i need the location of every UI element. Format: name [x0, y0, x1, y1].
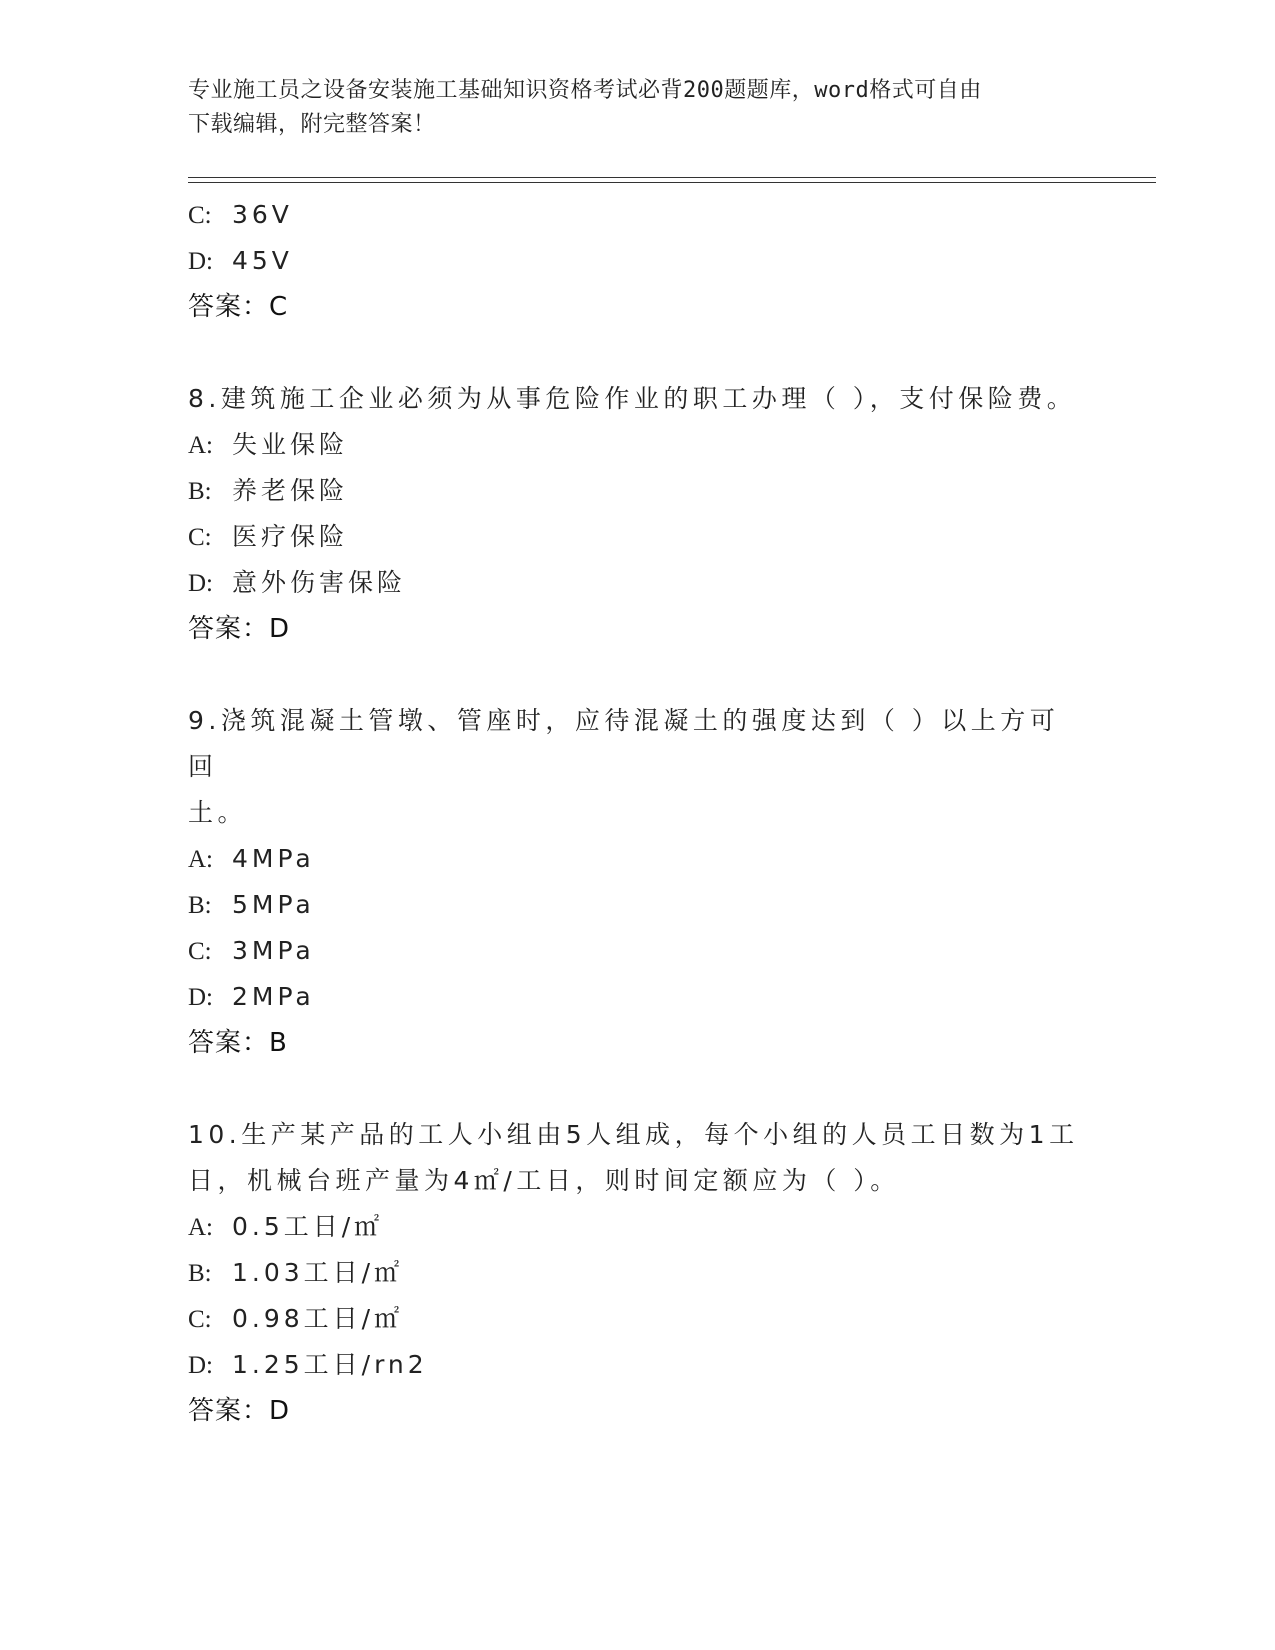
option-c — [188, 514, 1088, 560]
option-value: 意外伤害保险 — [232, 568, 407, 597]
option-value: 3MPa — [232, 936, 315, 965]
option-a — [188, 1204, 1088, 1250]
document-header — [188, 74, 1088, 142]
option-key: C: — [188, 938, 212, 965]
option-key: C: — [188, 524, 212, 551]
option-d — [188, 974, 1088, 1020]
option-value: 36V — [232, 200, 293, 229]
option-key: D: — [188, 570, 213, 597]
option-value: 2MPa — [232, 982, 315, 1011]
option-d — [188, 560, 1088, 606]
question-list — [188, 192, 1088, 1434]
option-c — [188, 928, 1088, 974]
option-value: 1.03工日/㎡ — [232, 1258, 404, 1287]
option-value: 5MPa — [232, 890, 315, 919]
option-key: C: — [188, 1306, 212, 1333]
option-key: C: — [188, 202, 212, 229]
option-key: B: — [188, 892, 212, 919]
option-key: D: — [188, 1352, 213, 1379]
question-text-line-2: 土。 — [188, 798, 248, 827]
question-text-line-1: 10.生产某产品的工人小组由5人组成，每个小组的人员工日数为1工 — [188, 1120, 1079, 1149]
option-d — [188, 1342, 1088, 1388]
question-9 — [188, 698, 1088, 1066]
option-value: 0.98工日/㎡ — [232, 1304, 404, 1333]
option-value: 4MPa — [232, 844, 315, 873]
option-key: A: — [188, 432, 213, 459]
option-key: B: — [188, 478, 212, 505]
option-c — [188, 1296, 1088, 1342]
option-d — [188, 238, 1088, 284]
option-a — [188, 422, 1088, 468]
option-value: 养老保险 — [232, 476, 349, 505]
question-8 — [188, 376, 1088, 652]
option-key: B: — [188, 1260, 212, 1287]
option-key: D: — [188, 984, 213, 1011]
option-value: 45V — [232, 246, 293, 275]
option-key: A: — [188, 1214, 213, 1241]
option-key: D: — [188, 248, 213, 275]
question-text-line-1: 9.浇筑混凝土管墩、管座时，应待混凝土的强度达到（ ）以上方可回 — [188, 706, 1060, 781]
option-b — [188, 468, 1088, 514]
option-b — [188, 1250, 1088, 1296]
option-value: 失业保险 — [232, 430, 349, 459]
option-value: 1.25工日/rn2 — [232, 1350, 428, 1379]
header-divider-bottom — [188, 182, 1156, 183]
option-value: 0.5工日/㎡ — [232, 1212, 384, 1241]
question-text: 8.建筑施工企业必须为从事危险作业的职工办理（ ），支付保险费。 — [188, 384, 1077, 413]
question-10 — [188, 1112, 1088, 1434]
option-a — [188, 836, 1088, 882]
option-c — [188, 192, 1088, 238]
answer: 答案：C — [188, 292, 289, 322]
option-value: 医疗保险 — [232, 522, 349, 551]
spacer — [188, 330, 1088, 376]
spacer — [188, 652, 1088, 698]
header-divider-top — [188, 177, 1156, 178]
answer: 答案：B — [188, 1028, 288, 1058]
spacer — [188, 1066, 1088, 1112]
question-text-line-2: 日，机械台班产量为4㎡/工日，则时间定额应为（ ）。 — [188, 1166, 900, 1195]
header-line-1: 专业施工员之设备安装施工基础知识资格考试必背200题题库，word格式可自由 — [188, 78, 982, 103]
header-line-2: 下载编辑，附完整答案！ — [188, 112, 436, 137]
answer: 答案：D — [188, 1396, 291, 1426]
option-b — [188, 882, 1088, 928]
question-7 — [188, 192, 1088, 330]
answer: 答案：D — [188, 614, 291, 644]
option-key: A: — [188, 846, 213, 873]
